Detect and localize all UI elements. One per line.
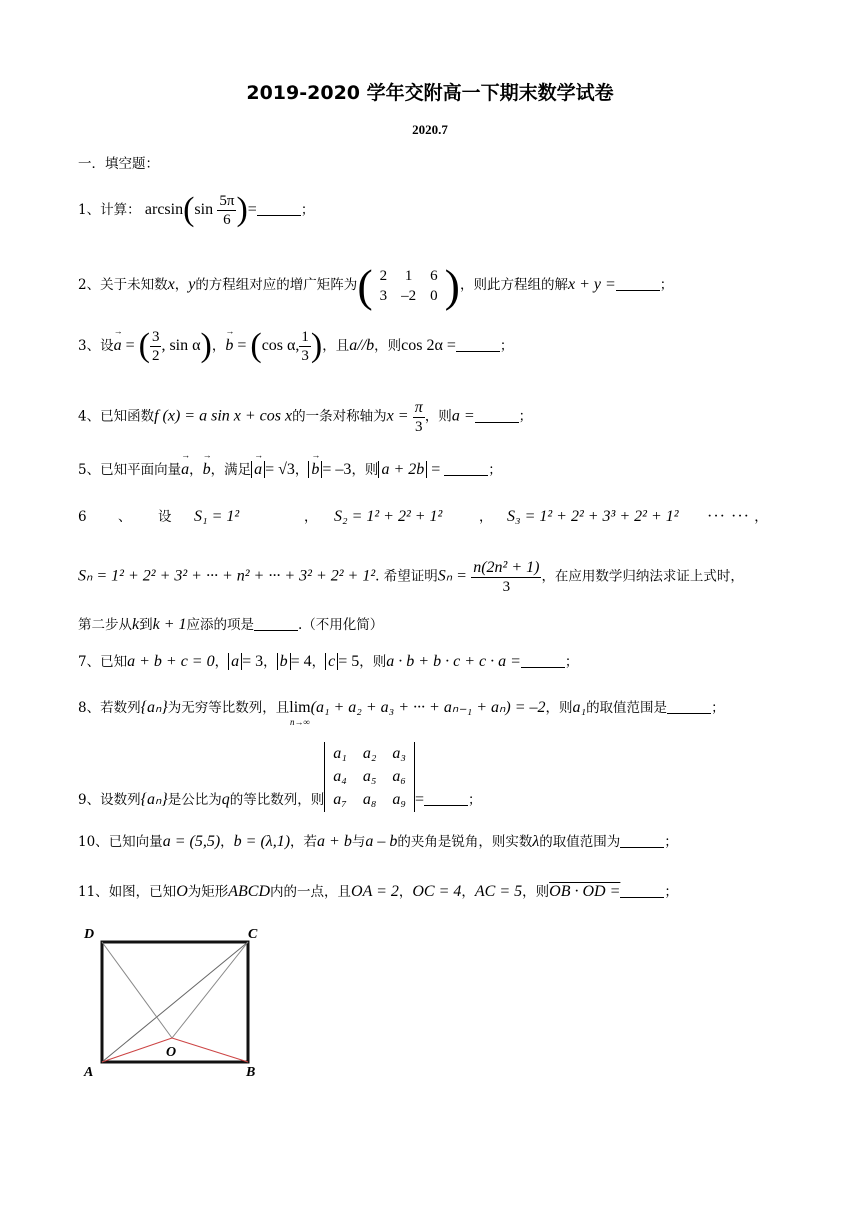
segment-ac	[102, 942, 248, 1062]
math-var: ABCD	[228, 883, 271, 900]
math-expr: b = (λ,1)	[233, 833, 291, 850]
augmented-matrix	[373, 266, 445, 306]
punct: ，	[211, 337, 226, 354]
det-cell: a₆	[392, 768, 406, 786]
frac-den: 2	[151, 347, 160, 364]
question-text: 内的一点，且	[270, 884, 352, 900]
question-9	[78, 742, 481, 812]
math-expr: = √3	[265, 461, 295, 478]
math-expr: Sₙ = 1² + 2² + 3² + ··· + n² + ··· + 3² + 2² + 1²	[78, 567, 376, 585]
label-a: A	[84, 1065, 94, 1080]
question-text: 与	[351, 834, 366, 850]
question-text: 的取值范围为	[539, 834, 621, 850]
math-expr: arcsin	[144, 200, 184, 218]
question-text: 第二步从	[78, 617, 132, 633]
question-text: ，则此方程组的解	[459, 277, 568, 294]
punct: ；	[711, 700, 725, 716]
vector-b: → b	[225, 336, 233, 355]
det-cell: a₂	[362, 745, 377, 762]
math-var: y	[188, 276, 196, 294]
label-b: B	[246, 1065, 256, 1080]
math-expr: = –3	[322, 461, 352, 478]
math-expr: S₃ = 1² + 2² + 3³ + 2² + 1²	[507, 508, 679, 525]
lim-text: lim	[289, 699, 311, 716]
math-expr: Sₙ =	[437, 567, 467, 585]
math-expr: (a₁ + a₂ + a₃ + ··· + aₙ₋₁ + aₙ) = –2	[310, 699, 546, 716]
matrix-cell: –2	[401, 287, 417, 304]
answer-blank[interactable]	[616, 276, 660, 291]
question-text: ，在应用数学归纳法求证上式时，	[541, 568, 744, 585]
punct: ；	[664, 834, 678, 850]
question-text: 已知	[100, 654, 128, 670]
math-expr: = 3	[242, 653, 264, 670]
limit	[289, 698, 310, 728]
question-number: 5、	[78, 462, 101, 478]
math-expr: = 5	[338, 653, 360, 670]
question-text: . 希望证明	[375, 568, 438, 585]
question-text: ，则	[545, 700, 573, 716]
question-text: 已知向量	[108, 834, 163, 850]
abs-b: b	[277, 653, 291, 670]
punct: 、	[118, 509, 132, 525]
punct: ；	[659, 277, 674, 294]
answer-blank[interactable]	[456, 337, 500, 352]
segment-oa	[102, 1038, 172, 1062]
answer-blank[interactable]	[424, 791, 468, 806]
question-text: .（不用化简）	[298, 617, 384, 633]
fraction	[413, 398, 425, 436]
det-cell: a₇	[333, 791, 347, 809]
question-text: 到	[139, 617, 153, 633]
abs-a: a	[228, 653, 242, 670]
determinant	[324, 742, 415, 812]
question-6-line-1: 6 、 设 S₁ = 1² ， S₂ = 1² + 2² + 1² ， S₃ = 1² + 2² + 3³ + 2² + 1² ··· ··· ，	[78, 508, 768, 525]
exam-date: 2020.7	[412, 122, 448, 137]
punct: ；	[518, 408, 533, 425]
question-number: 1、	[78, 201, 101, 218]
question-number: 8、	[78, 700, 101, 716]
math-var: x	[167, 276, 175, 294]
punct: ；	[488, 462, 502, 478]
label-c: C	[248, 927, 258, 942]
question-text: ，且	[322, 337, 350, 354]
equals: =	[247, 200, 257, 218]
question-text: 关于未知数	[100, 277, 168, 294]
question-2	[78, 258, 673, 313]
matrix-cell: 1	[404, 267, 413, 284]
label-d: D	[84, 927, 95, 942]
question-number: 7、	[78, 654, 101, 670]
frac-den: 3	[502, 579, 511, 596]
math-expr: a – b	[365, 833, 398, 850]
question-text: 已知平面向量	[100, 462, 182, 478]
paren-left: (	[357, 260, 373, 311]
question-7: 7、已知a + b + c = 0， a = 3， b = 4， c = 5，则a · b + b · c + c · a = ；	[78, 653, 579, 670]
question-text: 若数列	[100, 700, 141, 716]
vector-a: → a	[114, 336, 122, 355]
question-text: 设数列	[100, 792, 141, 809]
question-text: 的等比数列，则	[229, 792, 325, 809]
question-text: ，满足	[210, 462, 252, 478]
question-text: 如图，已知	[108, 884, 177, 900]
answer-blank[interactable]	[521, 653, 565, 668]
math-expr: S₂ = 1² + 2² + 1²	[334, 508, 443, 525]
question-number: 4、	[78, 408, 101, 425]
math-expr: a//b	[349, 336, 375, 354]
math-expr: AC = 5	[474, 883, 523, 900]
question-number: 3、	[78, 337, 101, 354]
paren-right: )	[444, 260, 460, 311]
math-expr: , sin α	[161, 336, 201, 354]
math-expr: a + b + c = 0	[127, 653, 215, 670]
math-expr: OA = 2	[351, 883, 399, 900]
question-text: 设	[158, 509, 172, 525]
matrix-cell: 2	[379, 267, 388, 284]
question-text: ，若	[290, 834, 318, 850]
det-cell: a₅	[362, 768, 377, 786]
question-text: 是公比为	[167, 792, 222, 809]
paren-right: )	[200, 327, 212, 364]
ellipsis: ··· ···	[707, 508, 750, 525]
segment-oc	[172, 942, 248, 1038]
answer-blank[interactable]	[444, 461, 488, 476]
frac-den: 3	[415, 419, 423, 436]
math-expr: x =	[386, 407, 409, 425]
matrix-cell: 3	[379, 287, 388, 304]
question-text: 的一条对称轴为	[292, 408, 387, 425]
math-expr: a · b + b · c + c · a =	[386, 653, 521, 670]
question-5: 5、已知平面向量→ a，→ b，满足→ a = √3，→ b = –3，则 a + 2b = ；	[78, 460, 502, 479]
answer-blank[interactable]	[475, 408, 519, 423]
question-4	[78, 398, 532, 436]
equals: =	[427, 461, 445, 478]
answer-blank[interactable]	[620, 833, 664, 848]
question-text: 的取值范围是	[586, 700, 668, 716]
question-text: 为无穷等比数列，且	[167, 700, 290, 716]
math-var: a₁	[572, 699, 587, 716]
fraction	[299, 328, 311, 365]
math-expr: a = (5,5)	[162, 833, 221, 850]
equals: =	[121, 336, 139, 354]
question-number: 9、	[78, 792, 101, 809]
math-var: q	[221, 791, 230, 809]
vector-a: → a	[181, 460, 189, 479]
punct: ；	[664, 884, 678, 900]
frac-num: 1	[301, 328, 309, 345]
frac-num: n(2n² + 1)	[471, 558, 541, 578]
equals: =	[414, 791, 424, 809]
punct: ；	[300, 201, 315, 218]
math-expr: {aₙ}	[140, 791, 168, 809]
question-text: 设	[100, 337, 114, 354]
vector-b: → b	[203, 460, 211, 479]
matrix-cell: 0	[430, 287, 438, 304]
question-3	[78, 326, 513, 367]
question-text: 已知函数	[100, 408, 155, 425]
math-var: O	[176, 883, 188, 900]
fraction	[217, 192, 236, 229]
frac-den: 3	[301, 347, 309, 364]
question-text: ，则	[351, 462, 379, 478]
math-expr: cos 2α =	[401, 336, 456, 354]
det-cell: a₉	[392, 791, 406, 809]
answer-blank[interactable]	[620, 883, 664, 898]
math-expr: a =	[451, 407, 475, 425]
paren-right: )	[310, 327, 323, 364]
math-expr: x + y =	[567, 276, 616, 294]
math-var: k	[132, 616, 140, 633]
det-cell: a₈	[362, 791, 377, 809]
punct: ；	[467, 792, 482, 809]
math-var: λ	[532, 833, 540, 850]
math-expr: {aₙ}	[140, 699, 168, 716]
paren-left: (	[183, 191, 195, 228]
question-11: 11、如图，已知O为矩形ABCD内的一点，且OA = 2，OC = 4，AC = 5，则OB · OD = ；	[78, 883, 678, 900]
question-text: ，则	[374, 337, 402, 354]
paren-left: (	[138, 327, 150, 364]
math-expr: = 4	[290, 653, 312, 670]
math-expr: a + b	[317, 833, 352, 850]
question-text: 为矩形	[187, 884, 229, 900]
math-expr: a + 2b	[378, 461, 427, 478]
math-expr: f (x) = a sin x + cos x	[154, 407, 293, 425]
rectangle-figure	[80, 920, 270, 1080]
det-cell: a₄	[333, 768, 347, 786]
page-title: 2019-2020 学年交附高一下期末数学试卷	[246, 82, 614, 104]
question-1	[78, 190, 314, 231]
question-text: 应添的项是	[186, 617, 255, 633]
question-number: 6	[78, 509, 87, 525]
question-10: 10、已知向量a = (5,5)，b = (λ,1)，若a + b与a – b的夹角是锐角，则实数λ的取值范围为 ；	[78, 833, 678, 850]
det-cell: a₃	[392, 745, 406, 762]
question-text: ，则	[522, 884, 550, 900]
question-number: 2、	[78, 277, 101, 294]
math-expr: cos α,	[261, 336, 300, 354]
abs-c: c	[325, 653, 338, 670]
math-expr: k + 1	[152, 616, 187, 633]
segment-ob	[172, 1038, 248, 1062]
frac-num: π	[413, 398, 425, 418]
math-expr: sin	[194, 200, 214, 218]
det-cell: a₁	[333, 745, 347, 762]
question-6-line-2	[78, 558, 744, 596]
frac-num: 5π	[219, 192, 235, 209]
math-expr: OB · OD =	[549, 883, 621, 900]
answer-blank[interactable]	[667, 699, 711, 714]
paren-right: )	[236, 191, 248, 228]
question-6-line-3	[78, 615, 383, 634]
question-text: 的夹角是锐角，则实数	[397, 834, 533, 850]
lim-sub: n→∞	[289, 717, 310, 728]
answer-blank[interactable]	[257, 201, 301, 216]
label-o: O	[166, 1045, 177, 1060]
question-text: 的方程组对应的增广矩阵为	[195, 277, 358, 294]
section-heading: 一．填空题：	[78, 156, 159, 172]
segment-do	[102, 942, 172, 1038]
question-number: 11、	[78, 884, 109, 900]
question-8	[78, 698, 725, 728]
punct: ；	[499, 337, 514, 354]
question-number: 10、	[78, 834, 109, 850]
abs-a: → a	[251, 461, 265, 478]
equals: =	[233, 336, 251, 354]
punct: ，	[174, 277, 189, 294]
question-text: 计算：	[100, 201, 141, 218]
matrix-cell: 6	[430, 267, 438, 284]
fraction	[471, 558, 541, 596]
fraction	[150, 328, 162, 365]
math-expr: OC = 4	[412, 883, 462, 900]
frac-num: 3	[151, 328, 160, 345]
abs-b: → b	[308, 461, 322, 478]
question-text: ，则	[424, 408, 452, 425]
math-expr: S₁ = 1²	[194, 508, 240, 525]
paren-left: (	[250, 327, 262, 364]
answer-blank[interactable]	[254, 616, 298, 631]
question-text: ，则	[359, 654, 387, 670]
frac-den: 6	[223, 211, 231, 228]
